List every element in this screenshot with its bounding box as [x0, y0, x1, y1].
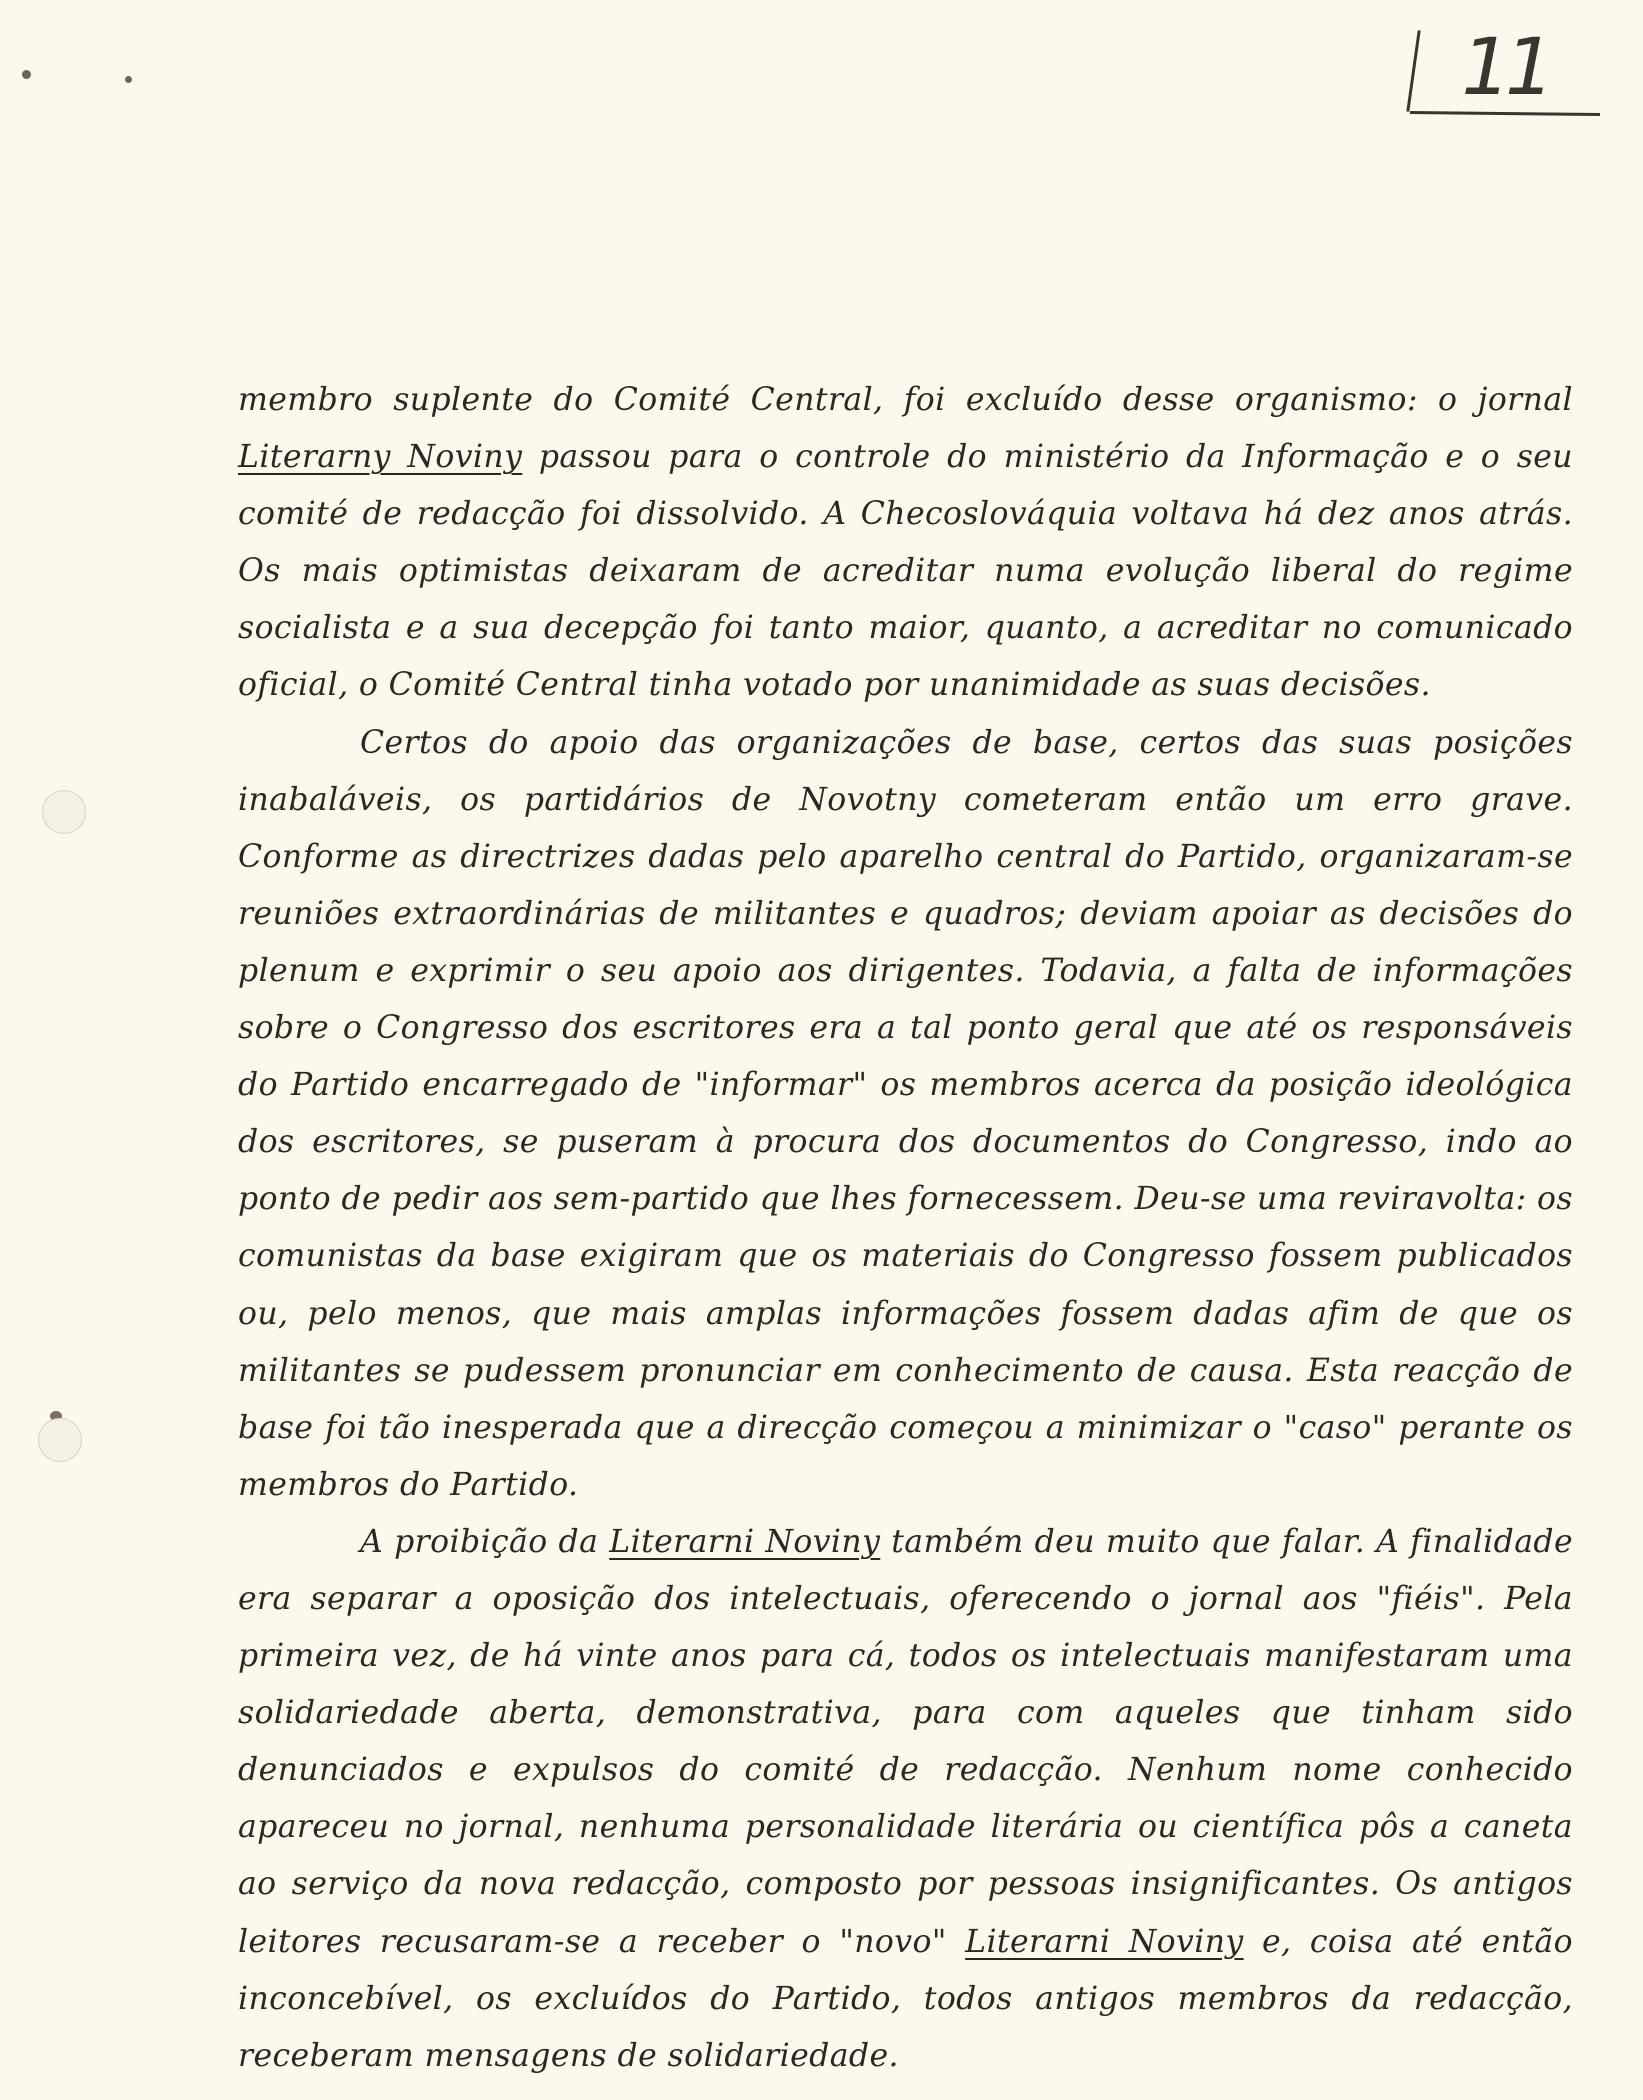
punch-hole [42, 790, 86, 834]
punch-hole [38, 1418, 82, 1462]
text-segment: e, coisa até então inconcebível, os excluídos do Partido, todos antigos membros da redacção, receberam mensagens de solidariedade. [238, 1923, 1573, 2074]
newspaper-title: Literarni Noviny [965, 1923, 1244, 1960]
newspaper-title: Literarny Noviny [238, 439, 523, 476]
page-number-underline [1410, 111, 1600, 116]
ink-mark [125, 76, 132, 83]
body-text [238, 372, 1573, 2085]
paragraph [238, 715, 1573, 1514]
text-segment: também deu muito que falar. A finalidade era separar a oposição dos intelectuais, oferecendo o jornal aos "fiéis". Pela primeira vez, de há vinte anos para cá, todos os intelectuais manifestaram uma solidariedade aberta, demonstrativa, para com aqueles que tinham sido denunciados e expulsos do comité de redacção. Nenhum nome conhecido apareceu no jornal, nenhuma personalidade literária ou científica pôs a caneta ao serviço da nova redacção, composto por pessoas insignificantes. Os antigos leitores recusaram-se a receber o "novo" [238, 1523, 1573, 1960]
text-segment: A proibição da [360, 1523, 610, 1560]
paragraph [238, 372, 1573, 715]
paragraph [238, 1514, 1573, 2085]
ink-mark [22, 70, 31, 79]
page-number-bracket [1406, 30, 1420, 112]
newspaper-title: Literarni Noviny [609, 1523, 881, 1560]
text-segment: membro suplente do Comité Central, foi excluído desse organismo: o jornal [238, 382, 1573, 418]
text-segment: Certos do apoio das organizações de base, certos das suas posições inabaláveis, os partidários de Novotny cometeram então um erro grave. Conforme as directrizes dadas pelo aparelho central do Partido, organizaram-se reuniões extraordinárias de militantes e quadros; deviam apoiar as decisões do plenum e exprimir o seu apoio aos dirigentes. Todavia, a falta de informações sobre o Congresso dos escritores era a tal ponto geral que até os responsáveis do Partido encarregado de "informar" os membros acerca da posição ideológica dos escritores, se puseram à procura dos documentos do Congresso, indo ao ponto de pedir aos sem-partido que lhes fornecessem. Deu-se uma reviravolta: os comunistas da base exigiram que os materiais do Congresso fossem publicados ou, pelo menos, que mais amplas informações fossem dadas afim de que os militantes se pudessem pronunciar em conhecimento de causa. Esta reacção de base foi tão inesperada que a direcção começou a minimizar o "caso" perante os membros do Partido. [238, 724, 1573, 1503]
page-number: 11 [1461, 23, 1549, 113]
text-segment: passou para o controle do ministério da Informação e o seu comité de redacção foi dissolvido. A Checoslováquia voltava há dez anos atrás. Os mais optimistas deixaram de acreditar numa evolução liberal do regime socialista e a sua decepção foi tanto maior, quanto, a acreditar no comunicado oficial, o Comité Central tinha votado por unanimidade as suas decisões. [238, 439, 1573, 704]
